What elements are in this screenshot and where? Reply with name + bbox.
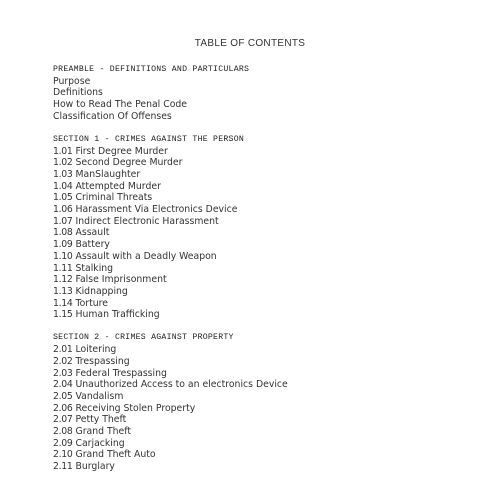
toc-entry[interactable] [53, 181, 483, 193]
entry-title: Grand Theft Auto [75, 449, 156, 461]
toc-entry[interactable] [53, 157, 483, 169]
toc-section [53, 134, 483, 321]
entry-number: 1.06 [53, 204, 73, 216]
entry-title: False Imprisonment [75, 274, 167, 286]
section-heading: SECTION 1 - CRIMES AGAINST THE PERSON [53, 134, 245, 144]
toc-entry[interactable] [53, 414, 483, 426]
entry-title: Torture [75, 297, 108, 309]
entry-number: 2.09 [53, 437, 73, 449]
toc-entry[interactable] [53, 227, 483, 239]
section-heading: SECTION 2 - CRIMES AGAINST PROPERTY [53, 333, 234, 343]
toc-entry[interactable] [53, 169, 483, 181]
toc-entry[interactable] [53, 356, 483, 368]
entry-number: 1.15 [53, 309, 73, 321]
entry-title: Vandalism [75, 390, 124, 402]
toc-entry[interactable] [53, 298, 483, 310]
toc-entry[interactable] [53, 379, 483, 391]
toc-entry[interactable] [53, 438, 483, 450]
entry-number: 1.04 [53, 180, 73, 192]
toc-entry[interactable] [53, 274, 483, 286]
entry-title: Petty Theft [75, 414, 127, 426]
section-heading: PREAMBLE - DEFINITIONS AND PARTICULARS [53, 65, 250, 74]
entry-title: Assault with a Deadly Weapon [75, 250, 217, 262]
entry-number: 1.08 [53, 227, 73, 239]
entry-number: 2.01 [53, 344, 73, 356]
entry-number: 2.05 [53, 390, 73, 402]
entry-number: 2.06 [53, 402, 73, 414]
toc-entry[interactable] [53, 403, 483, 415]
entry-number: 2.04 [53, 379, 73, 391]
entry-title: Attempted Murder [75, 180, 161, 192]
entry-number: 2.11 [53, 461, 73, 472]
entry-title: First Degree Murder [75, 145, 168, 157]
toc-entry[interactable] [53, 204, 483, 216]
toc-entry[interactable] [53, 344, 483, 356]
entry-number: 2.10 [53, 449, 73, 461]
toc-section [53, 64, 483, 122]
entry-number: 1.14 [53, 297, 73, 309]
entry-number: 1.11 [53, 262, 73, 274]
toc-section [53, 332, 483, 472]
entry-number: 1.03 [53, 169, 73, 180]
entry-number: 1.01 [53, 145, 73, 157]
entry-number: 1.05 [53, 192, 73, 204]
toc-entry[interactable] [53, 99, 483, 111]
entry-number: 1.07 [53, 215, 73, 227]
entry-title: Stalking [75, 262, 114, 274]
entry-number: 2.02 [53, 355, 73, 367]
entry-title: Receiving Stolen Property [75, 402, 196, 414]
toc-entry[interactable] [53, 368, 483, 380]
toc-entry[interactable] [53, 146, 483, 158]
entry-title: Battery [75, 239, 110, 251]
entry-title: Grand Theft [75, 425, 132, 437]
entry-number: 1.02 [53, 157, 73, 169]
toc-entry[interactable] [53, 426, 483, 438]
entry-number: 1.13 [53, 285, 73, 297]
entry-title: How to Read The Penal Code [53, 99, 188, 111]
entry-title: Indirect Electronic Harassment [75, 215, 219, 227]
entry-title: Human Trafficking [75, 309, 160, 321]
table-of-contents [53, 64, 483, 478]
entry-title: Burglary [75, 461, 115, 472]
entry-number: 1.09 [53, 239, 73, 251]
toc-entry[interactable] [53, 239, 483, 251]
entry-title: Purpose [53, 75, 91, 87]
entry-number: 2.08 [53, 425, 73, 437]
toc-entry[interactable] [53, 251, 483, 263]
toc-entry[interactable] [53, 391, 483, 403]
entry-title: Unauthorized Access to an electronics Device [75, 379, 288, 391]
page-title: TABLE OF CONTENTS [194, 38, 306, 49]
toc-entry[interactable] [53, 309, 483, 321]
entry-title: ManSlaughter [75, 169, 141, 180]
entry-title: Kidnapping [75, 285, 128, 297]
entry-title: Trespassing [75, 355, 130, 367]
entry-title: Second Degree Murder [75, 157, 183, 169]
toc-entry[interactable] [53, 461, 483, 473]
toc-entry[interactable] [53, 216, 483, 228]
toc-entry[interactable] [53, 263, 483, 275]
entry-title: Definitions [53, 87, 103, 99]
toc-entry[interactable] [53, 76, 483, 88]
entry-number: 2.07 [53, 414, 73, 426]
entry-number: 2.03 [53, 367, 73, 379]
entry-title: Classification Of Offenses [53, 110, 172, 122]
entry-number: 1.12 [53, 274, 73, 286]
toc-entry[interactable] [53, 111, 483, 123]
entry-number: 1.10 [53, 250, 73, 262]
entry-title: Loitering [75, 344, 117, 356]
toc-entry[interactable] [53, 449, 483, 461]
entry-title: Assault [75, 227, 110, 239]
toc-entry[interactable] [53, 87, 483, 99]
entry-title: Criminal Threats [75, 192, 153, 204]
entry-title: Carjacking [75, 437, 125, 449]
entry-title: Harassment Via Electronics Device [75, 204, 238, 216]
toc-entry[interactable] [53, 286, 483, 298]
toc-entry[interactable] [53, 192, 483, 204]
entry-title: Federal Trespassing [75, 367, 167, 379]
